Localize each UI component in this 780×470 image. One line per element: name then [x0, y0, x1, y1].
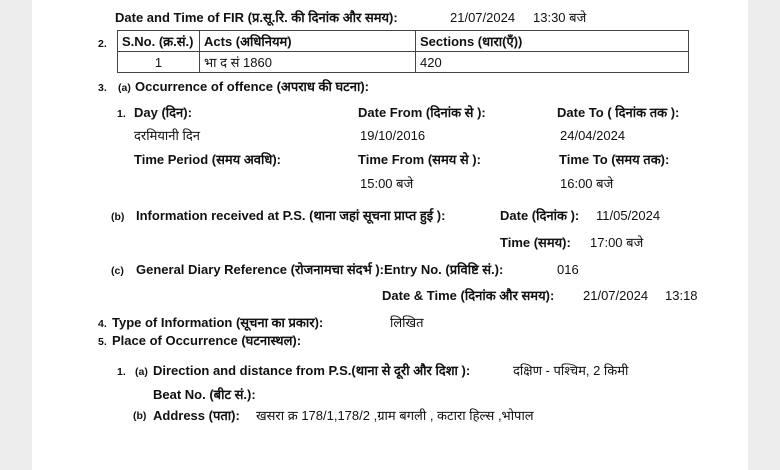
gd-time: 13:18	[665, 288, 698, 303]
type-of-information-label: Type of Information (सूचना का प्रकार):	[112, 315, 324, 330]
day-item-number: 1.	[117, 108, 126, 120]
direction-distance-value: दक्षिण - पश्चिम, 2 किमी	[513, 363, 629, 378]
time-period-label: Time Period (समय अवधि):	[134, 152, 282, 167]
gd-date: 21/07/2024	[583, 288, 649, 303]
address-label: Address (पता):	[153, 408, 240, 423]
info-time-value: 17:00 बजे	[590, 235, 644, 250]
info-date-value: 11/05/2024	[596, 208, 661, 223]
section-3c-tag: (c)	[111, 265, 124, 277]
general-diary-label: General Diary Reference (रोजनामचा संदर्भ ):Entry No. (प्रविष्टि सं.):	[136, 262, 504, 277]
fir-time: 13:30 बजे	[533, 10, 587, 25]
direction-distance-label: Direction and distance from P.S.(थाना से दूरी और दिशा ):	[153, 363, 471, 378]
cell-act: भा द सं 1860	[200, 52, 416, 73]
address-value: खसरा क्र 178/1,178/2 ,ग्राम बगली , कटारा हिल्स ,भोपाल	[256, 408, 534, 423]
info-date-label: Date (दिनांक ):	[500, 208, 580, 223]
general-diary-entry-no: 016	[557, 262, 579, 277]
date-from-value: 19/10/2016	[360, 128, 426, 143]
beat-no-label: Beat No. (बीट सं.):	[153, 387, 256, 402]
acts-table	[117, 30, 689, 73]
header-sections: Sections (धारा(एँ))	[416, 31, 689, 52]
section-2-number: 2.	[98, 38, 107, 50]
info-time-label: Time (समय):	[500, 235, 571, 250]
type-of-information-value: लिखित	[390, 315, 424, 330]
section-5a-tag: (a)	[135, 366, 148, 378]
section-3b-tag: (b)	[111, 211, 125, 223]
day-value: दरमियानी दिन	[134, 128, 200, 143]
time-to-value: 16:00 बजे	[560, 176, 614, 191]
section-3-number: 3.	[98, 82, 107, 94]
acts-table-header-row	[118, 31, 689, 52]
cell-serial-no: 1	[118, 52, 200, 73]
fir-datetime-label: Date and Time of FIR (प्र.सू.रि. की दिनांक और समय):	[115, 10, 398, 25]
day-label: Day (दिन):	[134, 105, 192, 120]
time-from-label: Time From (समय से ):	[358, 152, 481, 167]
place-item-number: 1.	[117, 366, 126, 378]
occurrence-title: Occurrence of offence (अपराध की घटना):	[135, 79, 369, 94]
place-of-occurrence-label: Place of Occurrence (घटनास्थल):	[112, 333, 302, 348]
fir-date: 21/07/2024	[450, 10, 516, 25]
section-5-number: 5.	[98, 336, 107, 348]
table-row	[118, 52, 689, 73]
cell-section: 420	[416, 52, 689, 73]
header-serial-no: S.No. (क्र.सं.)	[118, 31, 200, 52]
time-from-value: 15:00 बजे	[360, 176, 414, 191]
date-to-value: 24/04/2024	[560, 128, 626, 143]
info-received-label: Information received at P.S. (थाना जहां सूचना प्राप्त हुई ):	[136, 208, 446, 223]
time-to-label: Time To (समय तक):	[559, 152, 670, 167]
date-from-label: Date From (दिनांक से ):	[358, 105, 486, 120]
section-5b-tag: (b)	[133, 410, 147, 422]
section-4-number: 4.	[98, 318, 107, 330]
gd-datetime-label: Date & Time (दिनांक और समय):	[382, 288, 555, 303]
header-acts: Acts (अधिनियम)	[200, 31, 416, 52]
date-to-label: Date To ( दिनांक तक ):	[557, 105, 680, 120]
section-3a-tag: (a)	[118, 82, 131, 94]
